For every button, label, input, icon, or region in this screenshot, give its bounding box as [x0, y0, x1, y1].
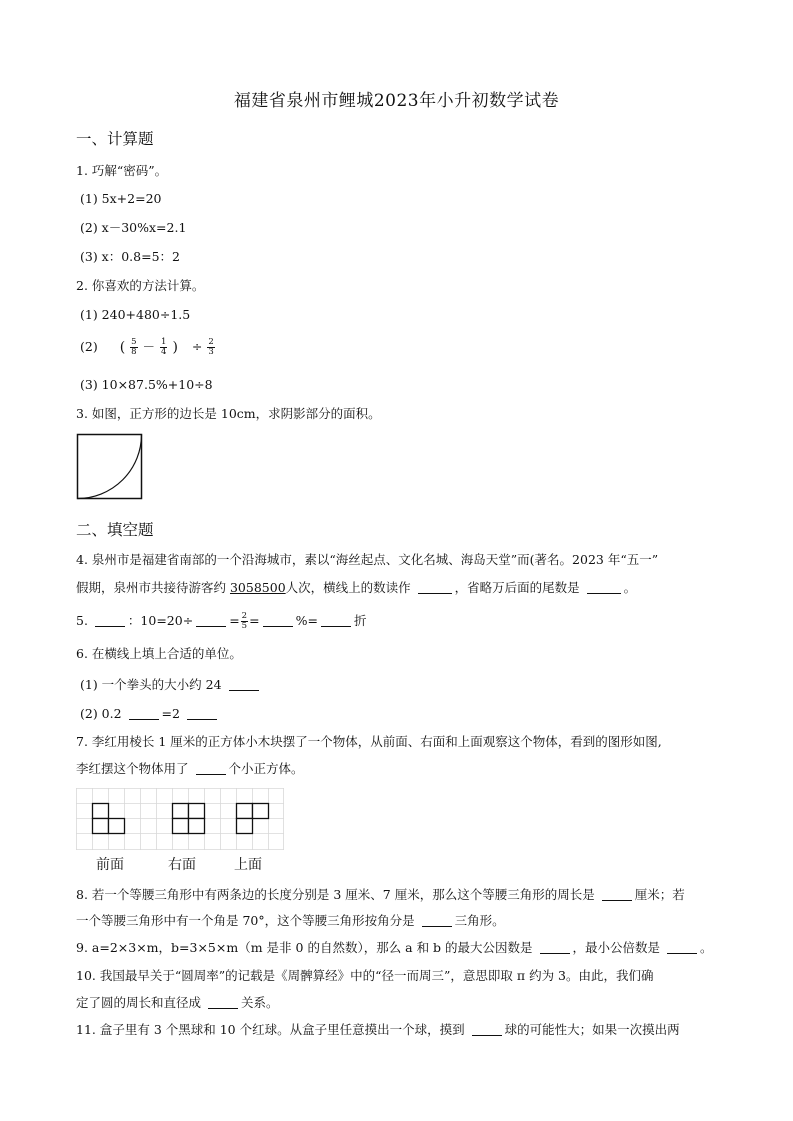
q4-text-c: ，省略万后面的尾数是	[454, 580, 580, 595]
q6-item-1	[80, 677, 262, 693]
q6-item-2-text-a: (2) 0.2	[80, 706, 122, 721]
view-label-right: 右面	[168, 857, 196, 873]
answer-blank[interactable]	[187, 707, 217, 720]
q5-text-c: =	[229, 613, 240, 628]
q1-item-3: (3) x：0.8=5：2	[80, 249, 180, 264]
answer-blank[interactable]	[422, 914, 452, 927]
answer-blank[interactable]	[667, 941, 697, 954]
answer-blank[interactable]	[418, 581, 452, 594]
q9-text-a: 9. a=2×3×m，b=3×5×m（m 是非 0 的自然数），那么 a 和 b 的最大公因数是	[76, 940, 533, 955]
answer-blank[interactable]	[95, 614, 125, 627]
q5-text-b: ：10=20÷	[127, 613, 194, 628]
fraction-numerator: 5	[131, 337, 137, 347]
q9-text-c: 。	[700, 940, 713, 955]
answer-blank[interactable]	[321, 614, 351, 627]
q7-text-a: 李红摆这个物体用了	[76, 761, 189, 776]
answer-blank[interactable]	[196, 614, 226, 627]
q6-stem: 6. 在横线上填上合适的单位。	[76, 646, 242, 661]
q10-text-b: 关系。	[241, 995, 279, 1010]
q9-text-b: ，最小公倍数是	[572, 940, 661, 955]
fraction-numerator: 2	[241, 611, 248, 621]
fraction-numerator: 2	[208, 337, 214, 347]
q8-text-c: 一个等腰三角形中有一个角是 70°，这个等腰三角形按角分是	[76, 913, 415, 928]
q1-item-2: (2) x－30%x=2.1	[80, 220, 187, 235]
answer-blank[interactable]	[229, 678, 259, 691]
square-outline	[78, 435, 142, 499]
view-label-top: 上面	[234, 857, 262, 873]
q8-text-b: 厘米；若	[634, 887, 685, 902]
answer-blank[interactable]	[129, 707, 159, 720]
fraction-numerator: 1	[161, 337, 167, 347]
q5-line	[76, 612, 366, 631]
q4-text-d: 。	[623, 580, 637, 595]
view-label-front: 前面	[96, 857, 124, 873]
q4-line-2	[76, 580, 636, 596]
q2-item-2	[80, 338, 216, 357]
section-heading-calculation: 一、计算题	[76, 130, 154, 148]
q4-line-1: 4. 泉州市是福建省南部的一个沿海城市，素以“海丝起点、文化名城、海岛天堂”而(著名。2023 年“五一”	[76, 552, 659, 567]
section-heading-fill-blank: 二、填空题	[76, 521, 154, 539]
q6-item-1-text: (1) 一个拳头的大小约 24	[80, 677, 222, 692]
square-quarter-circle-figure	[76, 433, 144, 501]
answer-blank[interactable]	[587, 581, 621, 594]
three-views-figure	[76, 788, 284, 850]
page-title: 福建省泉州市鲤城2023年小升初数学试卷	[233, 91, 560, 111]
q11-line	[76, 1022, 680, 1038]
fraction-denominator: 8	[131, 347, 137, 357]
minus-sign: －	[142, 339, 156, 354]
fraction-2-3	[207, 338, 214, 357]
q5-text-d: =	[249, 613, 260, 628]
q5-text-f: 折	[353, 613, 367, 628]
answer-blank[interactable]	[263, 614, 293, 627]
answer-blank[interactable]	[602, 888, 632, 901]
right-paren: )	[172, 339, 178, 356]
q1-item-1: (1) 5x+2=20	[80, 191, 162, 206]
q4-text-b: 人次，横线上的数读作	[285, 580, 411, 595]
q3-stem: 3. 如图，正方形的边长是 10cm，求阴影部分的面积。	[76, 406, 381, 421]
fraction-denominator: 4	[161, 347, 167, 357]
q2-stem: 2. 你喜欢的方法计算。	[76, 278, 205, 293]
fraction-denominator: 5	[241, 621, 248, 631]
q11-text-a: 11. 盒子里有 3 个黑球和 10 个红球。从盒子里任意摸出一个球，摸到	[76, 1022, 465, 1037]
answer-blank[interactable]	[472, 1023, 502, 1036]
q8-line-2	[76, 913, 505, 929]
q10-line-1: 10. 我国最早关于“圆周率”的记载是《周髀算经》中的“径一而周三”，意思即取 π 约为 3。由此，我们确	[76, 968, 654, 983]
q6-item-2-text-b: =2	[161, 706, 180, 721]
q5-text-e: %=	[295, 613, 318, 628]
q9-line	[76, 940, 713, 956]
q5-number: 5.	[76, 613, 88, 628]
top-view-shape	[237, 804, 269, 834]
q8-text-d: 三角形。	[454, 913, 505, 928]
answer-blank[interactable]	[196, 762, 226, 775]
fraction-denominator: 3	[208, 347, 214, 357]
fraction-5-8	[130, 338, 137, 357]
right-view-shape	[173, 804, 205, 834]
q2-item-3: (3) 10×87.5%+10÷8	[80, 377, 213, 392]
fraction-2-5	[241, 612, 248, 631]
q7-line-1: 7. 李红用棱长 1 厘米的正方体小木块摆了一个物体，从前面、右面和上面观察这个物体，看到的图形如图,	[76, 734, 662, 749]
q7-text-b: 个小正方体。	[228, 761, 304, 776]
q2-item-1: (1) 240+480÷1.5	[80, 307, 191, 322]
fraction-1-4	[160, 338, 167, 357]
q2-item-2-label: (2)	[80, 339, 98, 354]
q8-line-1	[76, 887, 685, 903]
left-paren: (	[119, 339, 126, 356]
q8-text-a: 8. 若一个等腰三角形中有两条边的长度分别是 3 厘米、7 厘米，那么这个等腰三角形的周长是	[76, 887, 595, 902]
q6-item-2	[80, 706, 220, 722]
q4-number: 3058500	[229, 580, 286, 595]
q7-line-2	[76, 761, 304, 777]
front-view-shape	[93, 804, 125, 834]
q10-text-a: 定了圆的周长和直径成	[76, 995, 202, 1010]
q1-stem: 1. 巧解“密码”。	[76, 163, 168, 178]
q11-text-b: 球的可能性大；如果一次摸出两	[504, 1022, 680, 1037]
divide-sign: ÷	[191, 339, 203, 354]
answer-blank[interactable]	[208, 996, 238, 1009]
q4-text-a: 假期，泉州市共接待游客约	[76, 580, 230, 595]
q10-line-2	[76, 995, 279, 1011]
answer-blank[interactable]	[540, 941, 570, 954]
